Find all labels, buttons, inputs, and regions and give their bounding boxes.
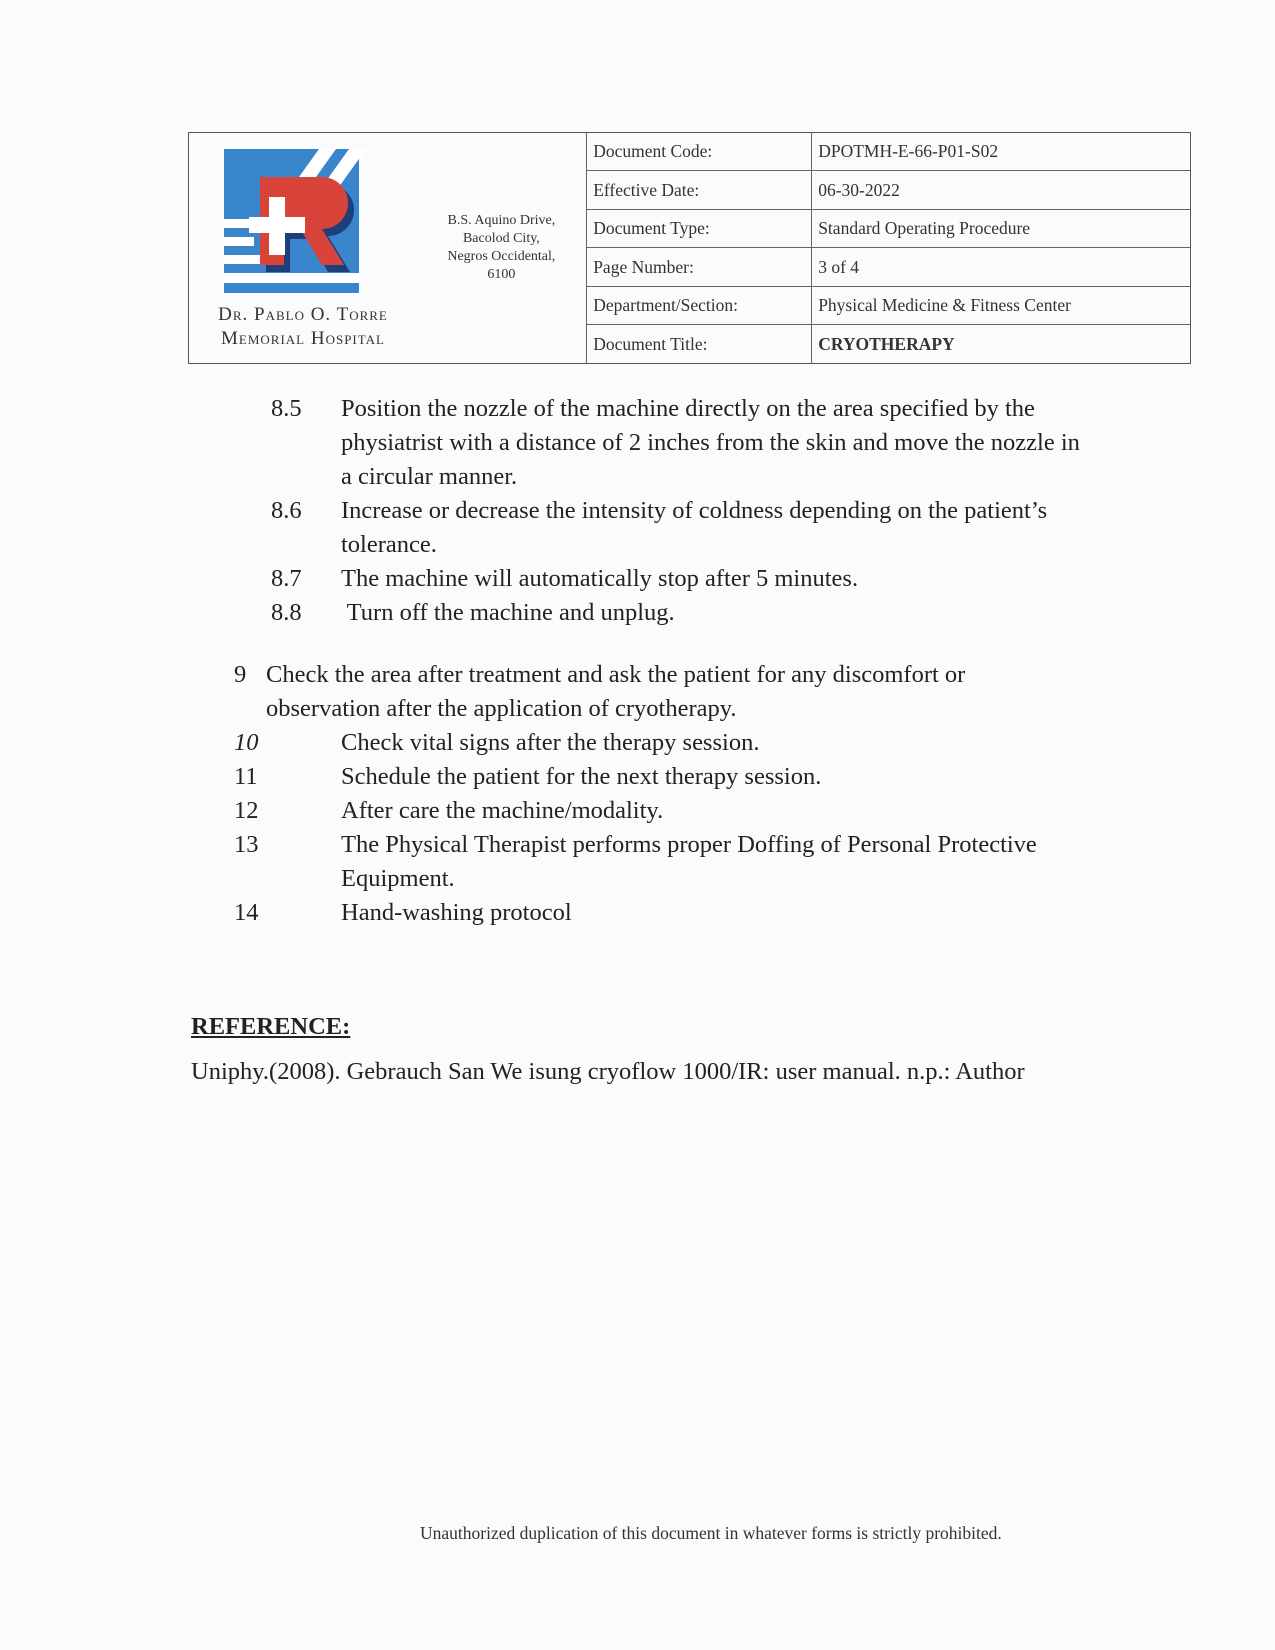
step-text: The Physical Therapist performs proper Doffing of Personal Protective: [341, 831, 1037, 858]
step-number: 8.5: [271, 395, 302, 422]
hospital-name-line1: Dr. Pablo O. Torre: [218, 304, 388, 325]
step-text: Schedule the patient for the next therapy session.: [341, 763, 822, 790]
meta-value: DPOTMH-E-66-P01-S02: [812, 133, 1190, 171]
step-text: Position the nozzle of the machine directly on the area specified by the: [341, 395, 1035, 422]
table-row: [587, 248, 1190, 287]
table-row: [587, 133, 1190, 171]
meta-label: Page Number:: [587, 248, 812, 287]
footer-notice: Unauthorized duplication of this document in whatever forms is strictly prohibited.: [420, 1523, 1002, 1543]
hospital-name: [189, 303, 417, 351]
step-text: Check vital signs after the therapy session.: [341, 729, 760, 756]
step-number: 9: [234, 661, 247, 688]
hospital-logo-icon: [224, 149, 384, 299]
address-line: Bacolod City,: [462, 231, 540, 246]
step-number: 8.6: [271, 497, 302, 524]
address-cell: [417, 133, 587, 363]
table-row: [587, 171, 1190, 210]
meta-label: Effective Date:: [587, 171, 812, 210]
step-number: 11: [234, 763, 258, 790]
step-text: observation after the application of cryotherapy.: [266, 695, 737, 722]
address-line: B.S. Aquino Drive,: [447, 213, 556, 228]
step-number: 8.8: [271, 599, 302, 626]
document-header: [188, 132, 1191, 364]
table-row: [587, 325, 1190, 363]
meta-label: Document Type:: [587, 209, 812, 248]
table-row: [587, 209, 1190, 248]
step-text: Increase or decrease the intensity of coldness depending on the patient’s: [341, 497, 1048, 524]
step-text: Check the area after treatment and ask the patient for any discomfort or: [266, 661, 966, 688]
step-text: Turn off the machine and unplug.: [341, 599, 675, 626]
meta-value: Physical Medicine & Fitness Center: [812, 286, 1190, 325]
document-title-value: CRYOTHERAPY: [812, 325, 1190, 363]
meta-value: Standard Operating Procedure: [812, 209, 1190, 248]
meta-value: 3 of 4: [812, 248, 1190, 287]
step-text: After care the machine/modality.: [341, 797, 664, 824]
step-number: 12: [234, 797, 259, 824]
document-meta-table: [586, 133, 1190, 363]
meta-label: Document Code:: [587, 133, 812, 171]
step-text: physiatrist with a distance of 2 inches from the skin and move the nozzle in: [341, 429, 1080, 456]
step-number: 14: [234, 899, 259, 926]
table-row: [587, 286, 1190, 325]
reference-heading: REFERENCE:: [191, 1013, 351, 1040]
step-text: a circular manner.: [341, 463, 518, 490]
hospital-name-line2: Memorial Hospital: [221, 328, 385, 349]
step-text: Hand-washing protocol: [341, 899, 572, 926]
address-line: 6100: [487, 267, 516, 282]
reference-text: Uniphy.(2008). Gebrauch San We isung cryoflow 1000/IR: user manual. n.p.: Author: [191, 1058, 1025, 1085]
step-text: The machine will automatically stop after 5 minutes.: [341, 565, 859, 592]
step-number: 10: [234, 729, 259, 756]
step-text: tolerance.: [341, 531, 437, 558]
step-number: 13: [234, 831, 259, 858]
step-text: Equipment.: [341, 865, 455, 892]
meta-label: Document Title:: [587, 325, 812, 363]
meta-label: Department/Section:: [587, 286, 812, 325]
step-number: 8.7: [271, 565, 302, 592]
address-line: Negros Occidental,: [447, 249, 556, 264]
meta-value: 06-30-2022: [812, 171, 1190, 210]
logo-cell: [189, 133, 417, 363]
